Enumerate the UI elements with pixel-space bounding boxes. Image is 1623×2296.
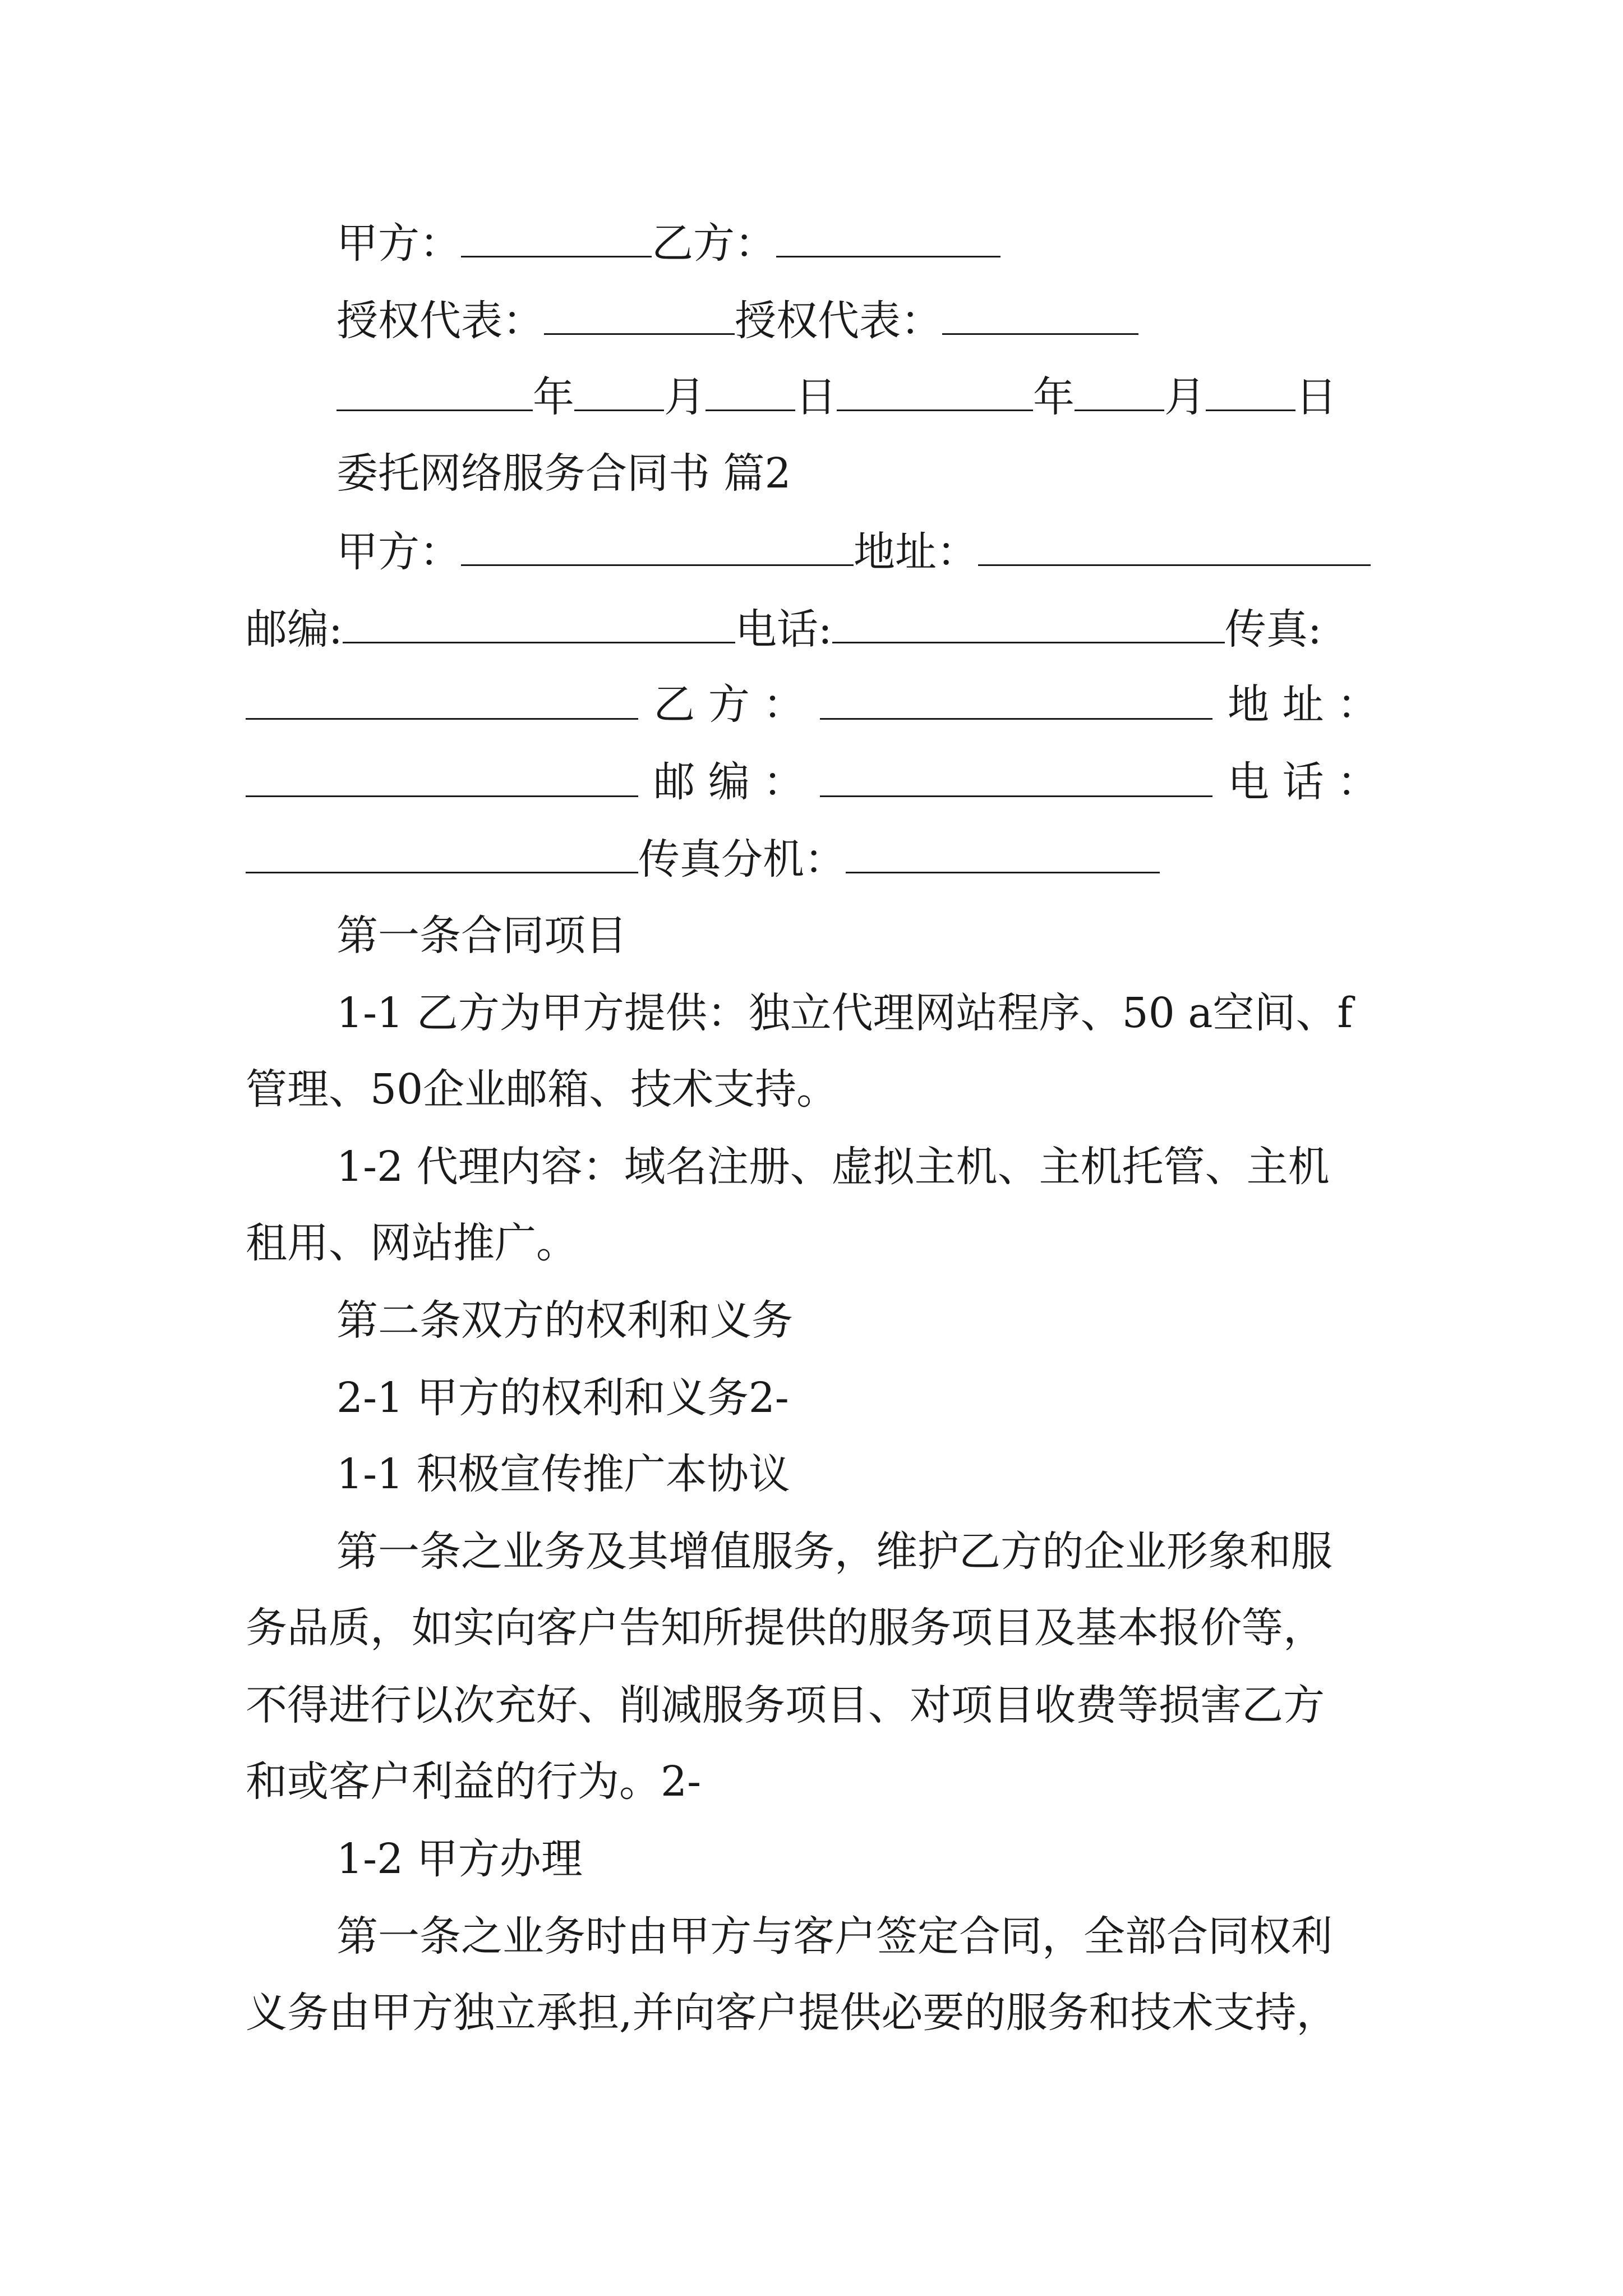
sign-rep-b-label: 授权代表： — [735, 297, 942, 345]
paragraph-line: 租用、网站推广。 — [246, 1219, 578, 1267]
blank-line — [837, 368, 1033, 411]
paragraph-line: 务品质，如实向客户告知所提供的服务项目及基本报价等， — [246, 1604, 1325, 1652]
blank-line — [978, 523, 1371, 566]
sign-party-b-label: 乙方： — [652, 219, 776, 268]
header-line-3 — [246, 677, 1378, 733]
date-year-label: 年 — [1033, 373, 1075, 421]
blank-line — [544, 292, 735, 335]
postcode-label: 邮编: — [246, 605, 343, 654]
sign-party-line — [336, 214, 1000, 270]
fax-label: 传真: — [1224, 605, 1322, 654]
phone-b-label: 电 话 ： — [1227, 758, 1378, 806]
fax-ext-label: 传真分机： — [638, 835, 846, 884]
sign-date-line — [336, 368, 1337, 424]
blank-line — [706, 368, 795, 411]
sign-rep-a-label: 授权代表： — [336, 297, 544, 345]
article-2-title: 第二条双方的权利和义务 — [336, 1296, 793, 1345]
paragraph-line: 第一条之业务及其增值服务，维护乙方的企业形象和服 — [336, 1527, 1332, 1576]
paragraph-line: 1-2 甲方办理 — [336, 1835, 583, 1883]
header-line-5 — [246, 830, 1160, 886]
sign-rep-line — [336, 292, 1138, 348]
blank-line — [820, 677, 1212, 720]
blank-line — [246, 677, 638, 720]
date-month-label: 月 — [664, 373, 706, 421]
blank-line — [1075, 368, 1164, 411]
address-label: 地址： — [854, 528, 978, 576]
blank-line — [246, 754, 638, 797]
blank-line — [574, 368, 664, 411]
address-b-label: 地 址 ： — [1227, 680, 1378, 729]
blank-line — [846, 830, 1160, 873]
blank-line — [336, 368, 533, 411]
paragraph-line: 1-2 代理内容：域名注册、虚拟主机、主机托管、主机 — [336, 1143, 1330, 1191]
party-b-label: 乙 方 ： — [653, 680, 805, 729]
blank-line — [461, 214, 652, 257]
paragraph-line: 义务由甲方独立承担,并向客户提供必要的服务和技术支持， — [246, 1989, 1338, 2037]
sign-party-a-label: 甲方： — [336, 219, 461, 268]
phone-label: 电话: — [735, 605, 832, 654]
blank-line — [942, 292, 1138, 335]
header-line-4 — [246, 754, 1378, 810]
party-a-label: 甲方： — [336, 528, 461, 576]
postcode-b-label: 邮 编 ： — [653, 758, 805, 806]
blank-line — [776, 214, 1000, 257]
date-day-label: 日 — [1295, 373, 1337, 421]
paragraph-line: 2-1 甲方的权利和义务2- — [336, 1374, 789, 1422]
paragraph-line: 1-1 乙方为甲方提供：独立代理网站程序、50 a空间、f — [336, 989, 1353, 1037]
date-year-label: 年 — [533, 373, 574, 421]
paragraph-line: 不得进行以次充好、削减服务项目、对项目收费等损害乙方 — [246, 1681, 1325, 1729]
paragraph-line: 第一条之业务时由甲方与客户签定合同，全部合同权利 — [336, 1912, 1332, 1961]
article-1-title: 第一条合同项目 — [336, 912, 627, 960]
blank-line — [820, 754, 1212, 797]
paragraph-line: 管理、50企业邮箱、技术支持。 — [246, 1065, 838, 1114]
date-day-label: 日 — [795, 373, 837, 421]
section-title: 委托网络服务合同书 篇2 — [336, 449, 791, 498]
header-line-1 — [336, 523, 1371, 579]
paragraph-line: 和或客户利益的行为。2- — [246, 1757, 702, 1806]
date-month-label: 月 — [1164, 373, 1206, 421]
header-line-2 — [246, 600, 1322, 656]
blank-line — [246, 830, 638, 873]
blank-line — [832, 600, 1225, 643]
blank-line — [461, 523, 854, 566]
paragraph-line: 1-1 积极宣传推广本协议 — [336, 1450, 790, 1498]
blank-line — [343, 600, 735, 643]
blank-line — [1206, 368, 1295, 411]
